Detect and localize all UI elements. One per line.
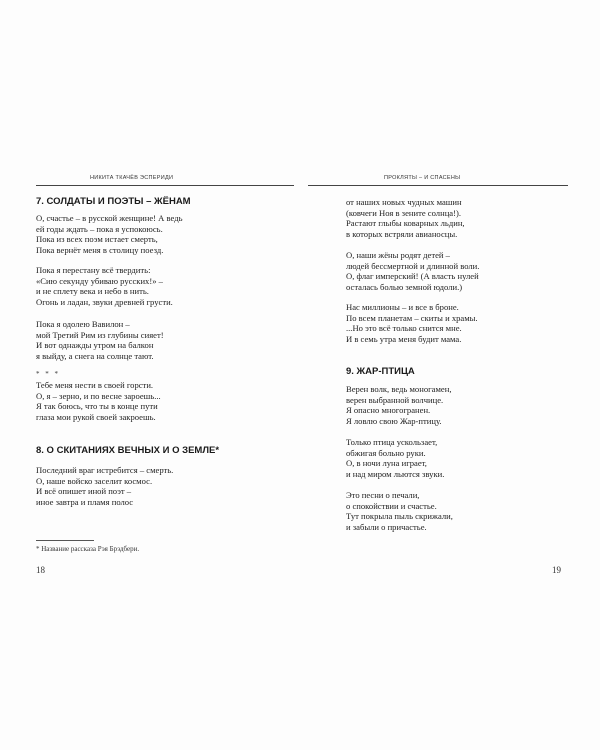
stanza bbox=[346, 250, 479, 292]
verse-line: иное завтра и пламя полос bbox=[36, 496, 134, 507]
section-title-7: 7. СОЛДАТЫ И ПОЭТЫ – ЖЁНАМ bbox=[36, 196, 191, 207]
verse-line: И всё опишет иной поэт – bbox=[36, 486, 132, 497]
verse-line: Это песни о печали, bbox=[346, 490, 420, 500]
verse-line: Тут покрыла пыль скрижали, bbox=[346, 511, 453, 522]
page-number-left: 18 bbox=[36, 565, 45, 575]
stanza bbox=[346, 197, 465, 239]
verse-line: от наших новых чудных машин bbox=[346, 197, 462, 207]
page-number-right: 19 bbox=[552, 565, 561, 575]
verse-line: в которых встряли авианосцы. bbox=[346, 228, 458, 239]
section-title-9: 9. ЖАР-ПТИЦА bbox=[346, 366, 415, 377]
verse-line: я выйду, а снега на солнце тают. bbox=[36, 350, 154, 361]
verse-line: Верен волк, ведь моногамен, bbox=[346, 384, 452, 394]
stanza bbox=[346, 490, 453, 532]
verse-line: Нас миллионы – и все в броне. bbox=[346, 302, 459, 312]
verse-line: Только птица ускользает, bbox=[346, 437, 438, 447]
stanza bbox=[346, 384, 451, 426]
verse-line: О, счастье – в русской женщине! А ведь bbox=[36, 213, 183, 223]
verse-line: обжигая больно руки. bbox=[346, 447, 426, 458]
verse-line: Я ловлю свою Жар-птицу. bbox=[346, 415, 442, 426]
verse-line: глаза мои рукой своей закроешь. bbox=[36, 411, 156, 422]
header-rule-left bbox=[36, 185, 294, 186]
verse-line: И вот однажды утром на балкон bbox=[36, 340, 154, 351]
stanza bbox=[36, 265, 173, 307]
verse-line: О, наше войско заселит космос. bbox=[36, 475, 153, 486]
verse-line: Пока я перестану всё твердить: bbox=[36, 265, 151, 275]
verse-line: «Сию секунду убиваю русских!» – bbox=[36, 275, 163, 286]
asterism: * * * bbox=[36, 370, 60, 378]
verse-line: О, я – зерно, и по весне зароешь... bbox=[36, 390, 161, 401]
verse-line: О, в ночи луна играет, bbox=[346, 458, 427, 469]
footnote-rule bbox=[36, 540, 94, 541]
running-head-right: ПРОКЛЯТЫ – И СПАСЕНЫ bbox=[384, 175, 461, 181]
verse-line: Растают глыбы коварных льдин, bbox=[346, 218, 465, 229]
stanza bbox=[36, 319, 164, 361]
verse-line: осталась болью земной юдоли.) bbox=[346, 281, 463, 292]
section-title-8: 8. О СКИТАНИЯХ ВЕЧНЫХ И О ЗЕМЛЕ* bbox=[36, 445, 220, 456]
stanza bbox=[346, 437, 444, 479]
verse-line: мой Третий Рим из глубины сияет! bbox=[36, 329, 164, 340]
verse-line: Я так боюсь, что ты в конце пути bbox=[36, 401, 158, 412]
stanza bbox=[36, 380, 161, 422]
verse-line: Пока я одолею Вавилон – bbox=[36, 319, 130, 329]
verse-line: Огонь и ладан, звуки древней грусти. bbox=[36, 296, 173, 307]
verse-line: ей годы ждать – пока я успокоюсь. bbox=[36, 223, 163, 234]
verse-line: и над миром льются звуки. bbox=[346, 468, 445, 479]
verse-line: О, флаг имперский! (А власть нулей bbox=[346, 271, 479, 282]
footnote: * Название рассказа Рэя Брэдбери. bbox=[36, 545, 140, 553]
header-rule-right bbox=[308, 185, 568, 186]
verse-line: и забыли о причастье. bbox=[346, 521, 427, 532]
verse-line: ...Но это всё только снится мне. bbox=[346, 323, 462, 334]
verse-line: верен выбранной волчице. bbox=[346, 394, 444, 405]
verse-line: Я опасно многогранен. bbox=[346, 405, 431, 416]
verse-line: Пока вернёт меня в столицу поезд. bbox=[36, 244, 164, 255]
verse-line: О, наши жёны родят детей – bbox=[346, 250, 450, 260]
verse-line: (ковчеги Ноя в зените солнца!). bbox=[346, 207, 461, 218]
verse-line: и не сплету века и небо в нить. bbox=[36, 286, 149, 297]
stanza bbox=[36, 213, 183, 255]
right-page bbox=[300, 0, 600, 750]
stanza bbox=[36, 465, 173, 507]
verse-line: И в семь утра меня будит мама. bbox=[346, 333, 462, 344]
verse-line: Тебе меня нести в своей горсти. bbox=[36, 380, 154, 390]
verse-line: о спокойствии и счастье. bbox=[346, 500, 437, 511]
verse-line: Пока из всех поэм истает смерть, bbox=[36, 234, 158, 245]
stanza bbox=[346, 302, 478, 344]
verse-line: Последний враг истребится – смерть. bbox=[36, 465, 174, 475]
verse-line: людей бессмертной и длинной воли. bbox=[346, 260, 480, 271]
running-head-left: НИКИТА ТКАЧЁВ ЭСПЕРИДИ bbox=[90, 175, 174, 181]
verse-line: По всем планетам – скиты и храмы. bbox=[346, 312, 478, 323]
